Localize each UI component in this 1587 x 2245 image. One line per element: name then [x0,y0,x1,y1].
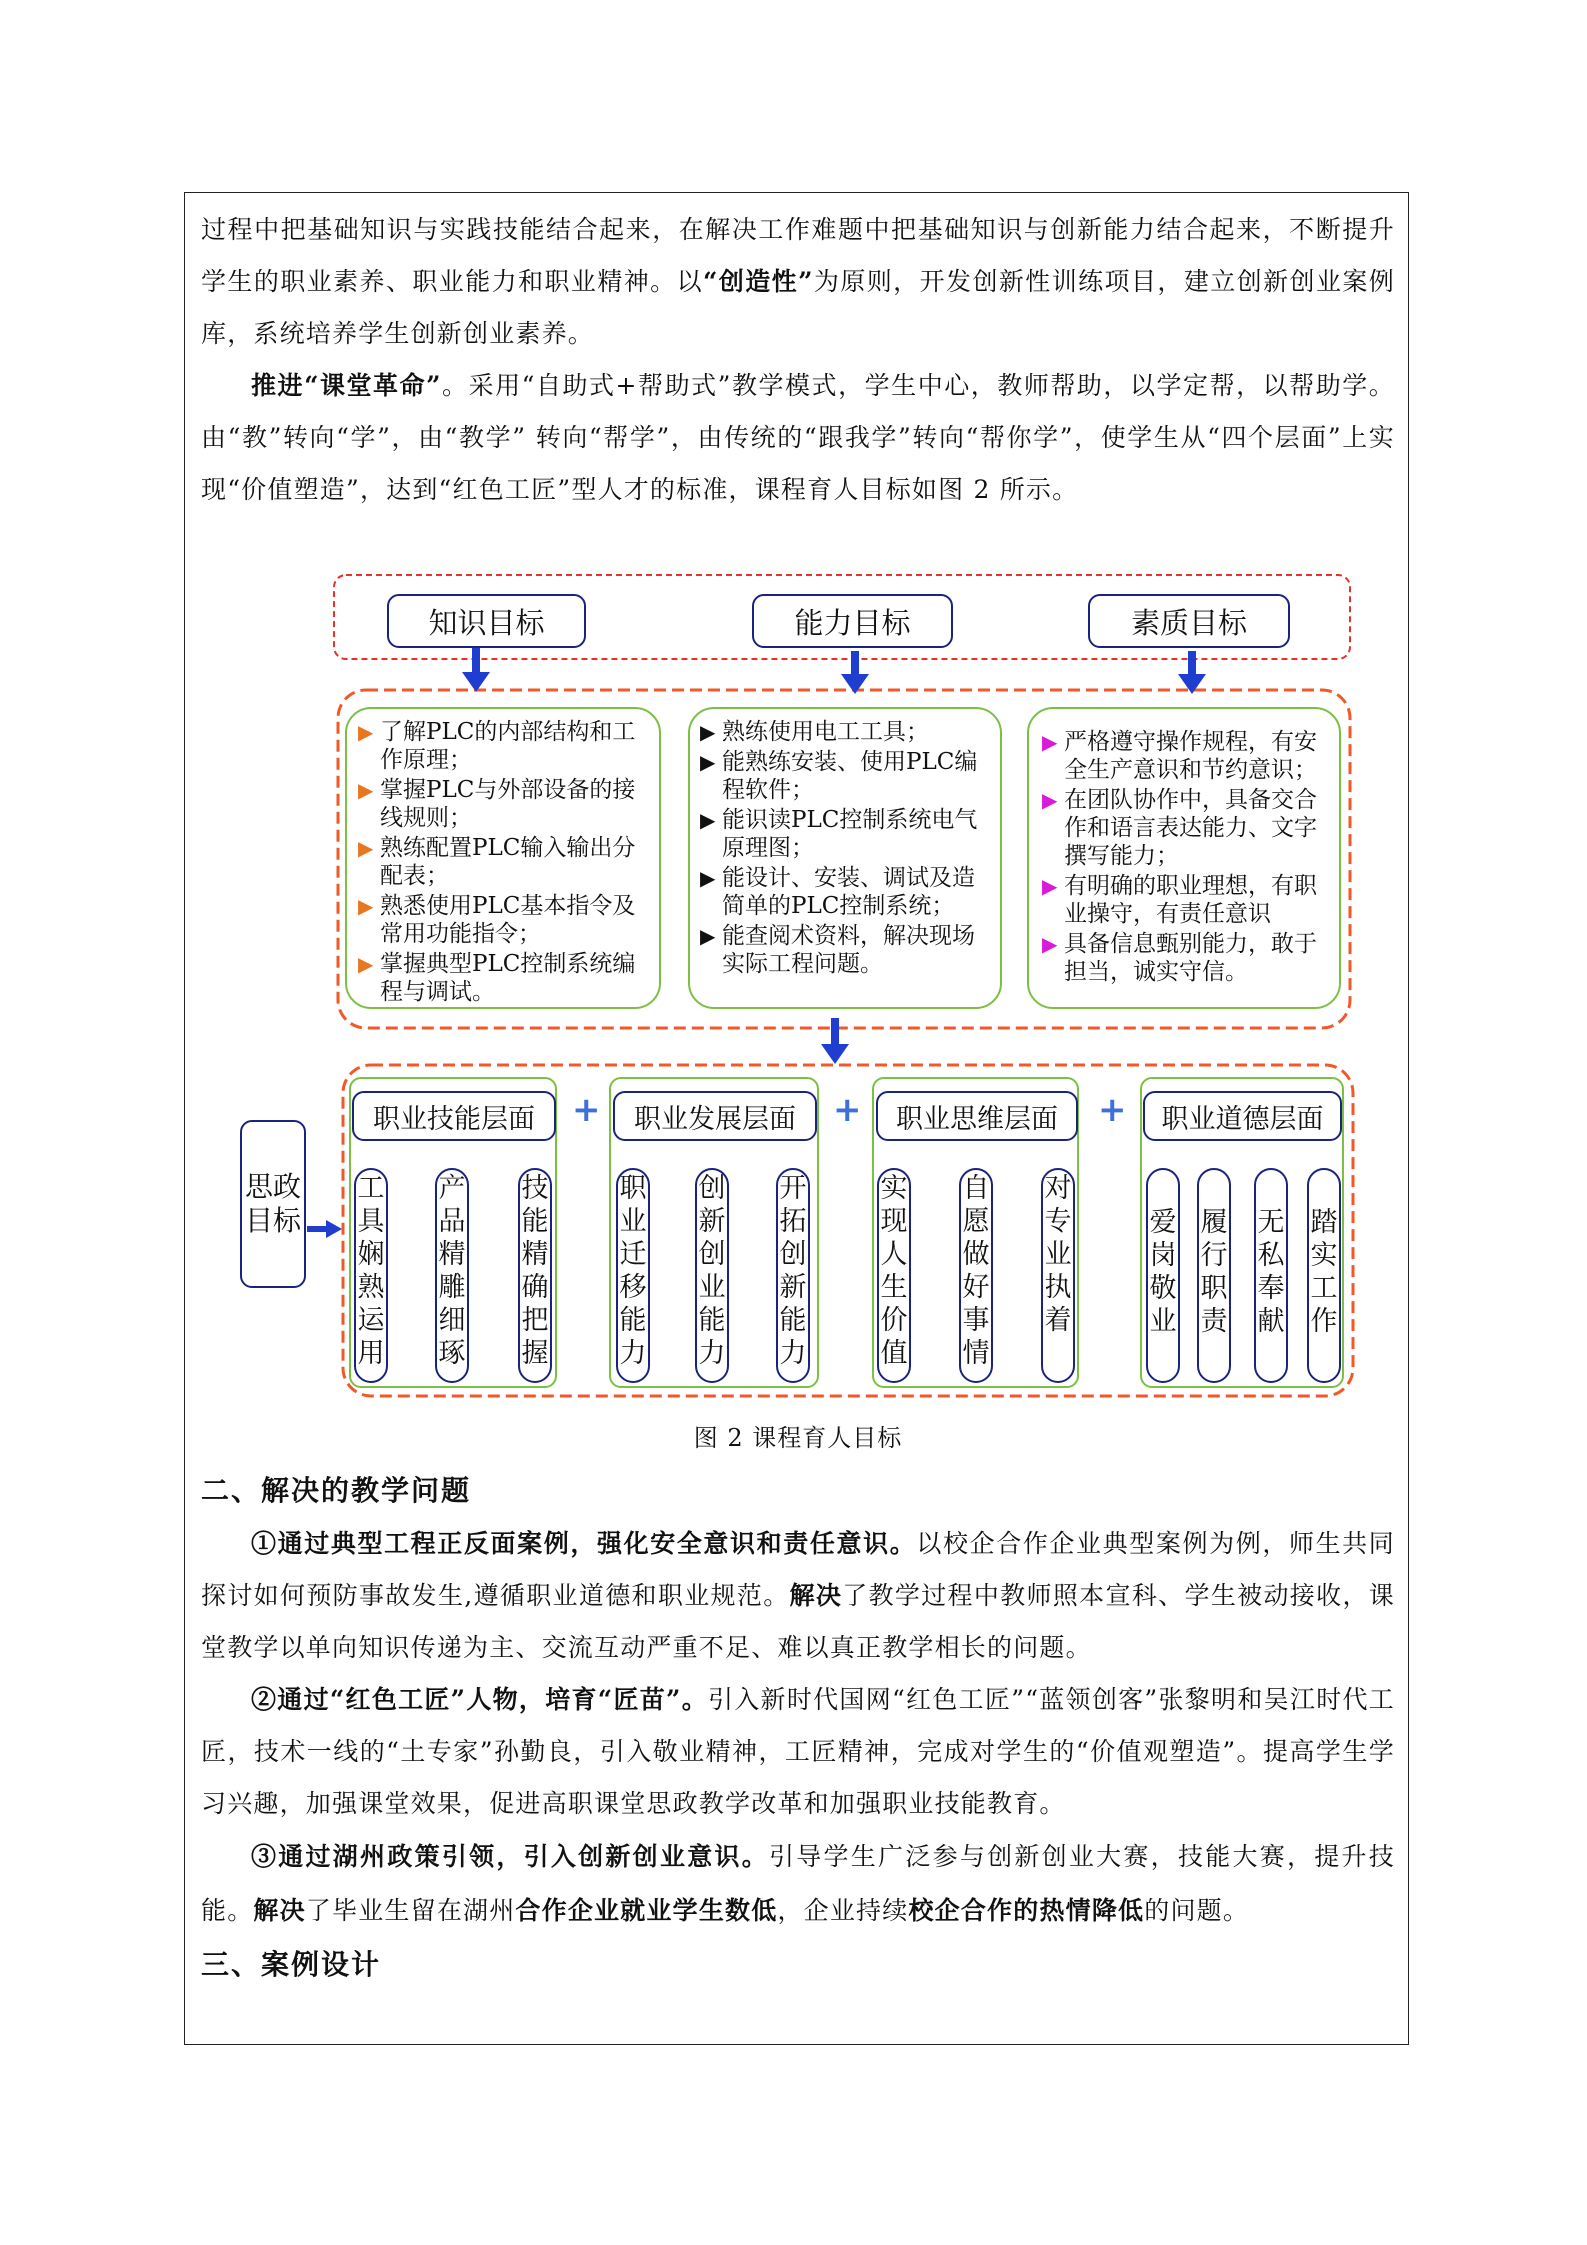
list-item-text: 严格遵守操作规程，有安全生产意识和节约意识； [1064,729,1317,783]
list-item-text: 了解PLC的内部结构和工作原理； [380,719,636,773]
bold-text: ①通过典型工程正反面案例，强化安全意识和责任意识。 [251,1529,917,1558]
issue-2 [201,1674,1395,1830]
issue-1 [201,1518,1395,1674]
development-item: 职业迁移能力 [616,1168,650,1383]
list-item [358,950,648,1006]
list-item-text: 掌握典型PLC控制系统编程与调试。 [380,951,636,1005]
list-item-text: 能熟练安装、使用PLC编程软件； [722,749,978,803]
down-arrow-2 [841,651,869,694]
sizheng-goal-box [240,1120,306,1288]
level-thinking-title: 职业思维层面 [876,1091,1078,1141]
text: 过程中把基础知识与实践技能结合起来，在解决工作难题中把基础知识与创新能力结合起来，不断提升学生的职业素养、职业能力和职业精神。以 [201,215,1395,296]
figure-caption: 图 2 课程育人目标 [693,1424,903,1452]
list-item [700,806,990,862]
development-item: 开拓创新能力 [776,1168,810,1383]
down-arrow-1 [462,647,490,692]
right-arrow [307,1220,342,1238]
text: 为原则，开发创新性训练项目，建立创新创业案例库，系统培养学生创新创业素养。 [201,267,1395,348]
section-heading-3: 三、案例设计 [201,1948,382,1981]
triangle-bullet-icon: ▶ [358,952,374,976]
list-item [1042,930,1330,986]
list-item-text: 能查阅术资料，解决现场实际工程问题。 [722,923,975,977]
ethics-item: 无私奉献 [1254,1168,1288,1383]
triangle-bullet-icon: ▶ [700,720,716,744]
list-item-text: 熟练使用电工工具； [722,719,929,745]
triangle-bullet-icon: ▶ [1042,874,1058,898]
bold-text: ③通过湖州政策引领，引入创新创业意识。 [251,1842,769,1871]
ethics-item: 爱岗敬业 [1146,1168,1180,1383]
list-item-text: 熟悉使用PLC基本指令及常用功能指令； [380,893,636,947]
thinking-item: 对专业执着 [1041,1168,1075,1383]
text: 。采用“自助式+帮助式”教学模式，学生中心，教师帮助，以学定帮，以帮助学。由“教”转向“学”，由“教学” 转向“帮学”，由传统的“跟我学”转向“帮你学”，使学生从“四个层面”上实现“价值塑造”，达到“红色工匠”型人才的标准，课程育人目标如图 2 所示。 [201,371,1395,504]
ethics-item: 履行职责 [1197,1168,1231,1383]
level-ethics-title: 职业道德层面 [1143,1091,1342,1141]
bold-text: 校企合作的热情降低 [908,1896,1145,1925]
skill-item: 产品精雕细琢 [435,1168,469,1383]
text: 引导学生广泛参与创新创业大赛，技能大赛，提升技能。 [201,1842,1395,1925]
text: ，企业持续 [777,1896,909,1925]
plus-sign: + [572,1090,601,1130]
list-item-text: 具备信息甄别能力，敢于担当，诚实守信。 [1064,931,1317,985]
thinking-item: 实现人生价值 [877,1168,911,1383]
triangle-bullet-icon: ▶ [358,778,374,802]
triangle-bullet-icon: ▶ [1042,730,1058,754]
text: 了毕业生留在湖州 [305,1896,516,1925]
list-item-text: 在团队协作中，具备交合作和语言表达能力、文字撰写能力； [1064,787,1317,869]
thinking-item: 自愿做好事情 [959,1168,993,1383]
skill-item: 工具娴熟运用 [354,1168,388,1383]
development-item: 创新创业能力 [695,1168,729,1383]
plus-sign: + [833,1090,862,1130]
list-item-text: 掌握PLC与外部设备的接线规则； [380,777,636,831]
bold-text: ②通过“红色工匠”人物，培育“匠苗”。 [251,1685,708,1714]
triangle-bullet-icon: ▶ [358,836,374,860]
knowledge-list [358,718,648,1008]
down-arrow-4 [821,1018,849,1064]
level-skill-title: 职业技能层面 [352,1091,556,1141]
triangle-bullet-icon: ▶ [700,866,716,890]
list-item-text: 能设计、安装、调试及造简单的PLC控制系统； [722,865,975,919]
text: 了教学过程中教师照本宣科、学生被动接收，课堂教学以单向知识传递为主、交流互动严重不足、难以真正教学相长的问题。 [201,1581,1395,1662]
skill-item: 技能精确把握 [518,1168,552,1383]
goal-knowledge: 知识目标 [387,594,586,648]
list-item [700,718,990,746]
down-arrow-3 [1178,651,1206,694]
goal-quality: 素质目标 [1088,594,1290,648]
list-item [1042,728,1330,784]
list-item [700,864,990,920]
level-development-title: 职业发展层面 [613,1091,817,1141]
triangle-bullet-icon: ▶ [700,924,716,948]
bold-text: 推进“课堂革命” [251,371,442,400]
goal-ability: 能力目标 [752,594,953,648]
bold-text: 解决 [253,1896,306,1925]
list-item [1042,872,1330,928]
list-item [700,922,990,978]
bold-text: “创造性” [703,267,814,296]
section-heading-2: 二、解决的教学问题 [201,1474,472,1507]
text: 的问题。 [1144,1896,1250,1925]
issue-3 [201,1830,1395,1938]
text: 引入新时代国网“红色工匠”“蓝领创客”张黎明和吴江时代工匠，技术一线的“土专家”孙勤良，引入敬业精神，工匠精神，完成对学生的“价值观塑造”。提高学生学习兴趣，加强课堂效果，促进高职课堂思政教学改革和加强职业技能教育。 [201,1685,1395,1818]
triangle-bullet-icon: ▶ [700,750,716,774]
triangle-bullet-icon: ▶ [1042,932,1058,956]
triangle-bullet-icon: ▶ [1042,788,1058,812]
body-bottom [201,1464,1395,1992]
text: 以校企合作企业典型案例为例，师生共同探讨如何预防事故发生,遵循职业道德和职业规范。 [201,1529,1395,1610]
triangle-bullet-icon: ▶ [358,720,374,744]
bold-text: 合作企业就业学生数低 [515,1896,778,1925]
plus-sign: + [1098,1090,1127,1130]
list-item [358,718,648,774]
list-item [700,748,990,804]
list-item [358,776,648,832]
ability-list [700,718,990,980]
list-item [358,834,648,890]
list-item-text: 有明确的职业理想，有职业操守，有责任意识 [1064,873,1317,927]
list-item [1042,786,1330,870]
list-item-text: 能识读PLC控制系统电气原理图； [722,807,978,861]
triangle-bullet-icon: ▶ [700,808,716,832]
sizheng-label: 思政目标 [244,1170,301,1237]
quality-list [1042,728,1330,988]
list-item [358,892,648,948]
bold-text: 解决 [789,1581,843,1610]
list-item-text: 熟练配置PLC输入输出分配表； [380,835,636,889]
ethics-item: 踏实工作 [1307,1168,1341,1383]
triangle-bullet-icon: ▶ [358,894,374,918]
